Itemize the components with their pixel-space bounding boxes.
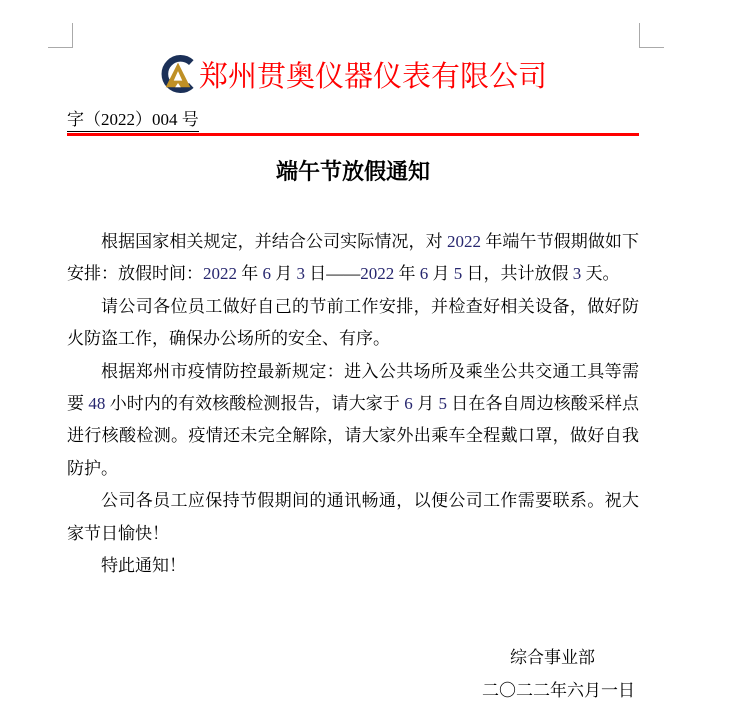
company-logo-icon — [159, 54, 197, 94]
body-paragraph: 根据国家相关规定，并结合公司实际情况，对 2022 年端午节假期做如下安排：放假时间：2022 年 6 月 3 日——2022 年 6 月 5 日，共计放假 3 天。 — [67, 232, 639, 284]
red-divider-line — [67, 133, 639, 136]
company-header — [67, 52, 639, 96]
document-number — [67, 110, 639, 129]
signature-department: 综合事业部 — [510, 648, 595, 668]
document-content — [67, 0, 639, 703]
notice-title: 端午节放假通知 — [275, 159, 430, 184]
notice-body — [67, 226, 639, 582]
body-paragraph: 特此通知！ — [101, 556, 186, 576]
company-name: 郑州贯奥仪器仪表有限公司 — [198, 60, 547, 93]
document-number-text: 字（2022）004 号 — [67, 110, 199, 132]
body-paragraph: 根据郑州市疫情防控最新规定：进入公共场所及乘坐公共交通工具等需要 48 小时内的有效核酸检测报告，请大家于 6 月 5 日在各自周边核酸采样点进行核酸检测。疫情还未完全解除，请大家外出乘车全程戴口罩，做好自我防护。 — [67, 361, 640, 478]
signature-date: 二〇二二年六月一日 — [482, 680, 635, 700]
margin-cropmark-top-right — [639, 23, 664, 48]
body-paragraph: 请公司各位员工做好自己的节前工作安排，并检查好相关设备，做好防火防盗工作，确保办公场所的安全、有序。 — [67, 296, 639, 349]
body-paragraph: 公司各员工应保持节假期间的通讯畅通，以便公司工作需要联系。祝大家节日愉快！ — [67, 491, 639, 543]
signature-block — [67, 642, 639, 703]
